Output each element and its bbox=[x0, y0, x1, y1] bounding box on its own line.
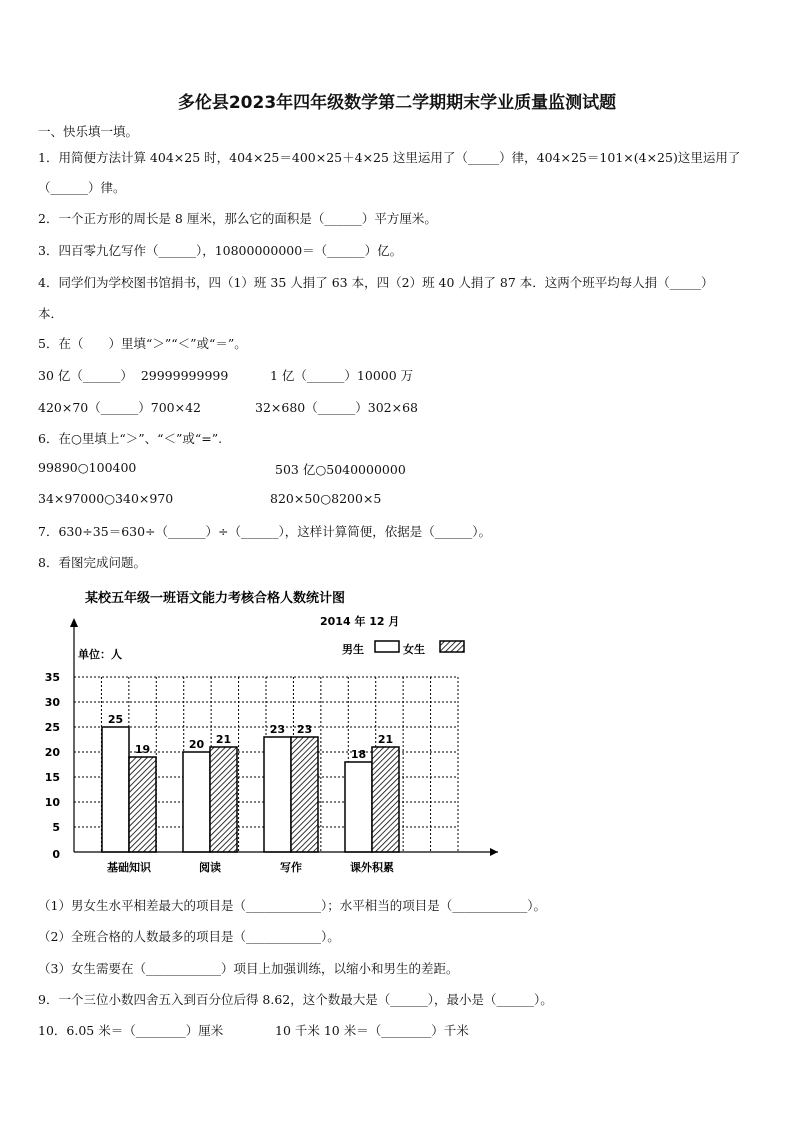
legend-male-swatch bbox=[375, 641, 399, 652]
y-tick-label: 10 bbox=[44, 796, 60, 809]
question-10-part-1: 10．6.05 米＝（________）厘米 bbox=[38, 1023, 224, 1038]
y-axis-arrow bbox=[70, 618, 78, 627]
question-8-sub-2: （2）全班合格的人数最多的项目是（____________）。 bbox=[38, 929, 340, 944]
bar-value-label: 20 bbox=[188, 738, 205, 751]
x-category-label: 写作 bbox=[280, 861, 302, 874]
y-tick-label: 5 bbox=[52, 821, 60, 834]
question-10-part-2: 10 千米 10 米＝（________）千米 bbox=[275, 1023, 469, 1038]
bar-female bbox=[129, 757, 156, 852]
question-1-cont: （______）律。 bbox=[38, 180, 126, 195]
bar-value-label: 19 bbox=[134, 743, 151, 756]
question-8-sub-3: （3）女生需要在（____________）项目上加强训练，以缩小和男生的差距。 bbox=[38, 961, 459, 976]
legend-male-label: 男生 bbox=[342, 643, 364, 656]
y-tick-label: 0 bbox=[52, 848, 60, 861]
bar-female bbox=[372, 747, 399, 852]
q5-item-1: 30 亿（______） 29999999999 bbox=[38, 368, 229, 383]
bar-female bbox=[291, 737, 318, 852]
q6-item-1: 99890○100400 bbox=[38, 460, 137, 475]
y-tick-label: 15 bbox=[44, 771, 60, 784]
bar-male bbox=[183, 752, 210, 852]
q6-item-3: 34×97000○340×970 bbox=[38, 491, 174, 506]
bar-male bbox=[345, 762, 372, 852]
bar-value-label: 23 bbox=[269, 723, 286, 736]
bar-value-label: 25 bbox=[107, 713, 124, 726]
question-9: 9．一个三位小数四舍五入到百分位后得 8.62，这个数最大是（______），最小是（______）。 bbox=[38, 992, 553, 1007]
question-6: 6．在○里填上“＞”、“＜”或“=”. bbox=[38, 431, 223, 446]
q5-item-3: 420×70（______）700×42 bbox=[38, 400, 201, 415]
q5-item-2: 1 亿（______）10000 万 bbox=[270, 368, 414, 383]
x-category-label: 基础知识 bbox=[107, 861, 151, 874]
bar-value-label: 18 bbox=[350, 748, 367, 761]
chart-date: 2014 年 12 月 bbox=[320, 615, 400, 628]
question-3: 3．四百零九亿写作（______），10800000000＝（______）亿。 bbox=[38, 243, 403, 258]
question-2: 2．一个正方形的周长是 8 厘米，那么它的面积是（______）平方厘米。 bbox=[38, 211, 437, 226]
q6-item-2: 503 亿○5040000000 bbox=[275, 462, 406, 477]
chart-unit: 单位：人 bbox=[78, 648, 122, 661]
question-1: 1．用简便方法计算 404×25 时，404×25＝400×25＋4×25 这里运用了（_____）律，404×25＝101×(4×25)这里运用了 bbox=[38, 150, 741, 165]
x-category-label: 课外积累 bbox=[350, 861, 394, 874]
bar-value-label: 21 bbox=[215, 733, 232, 746]
bar-male bbox=[264, 737, 291, 852]
q5-item-4: 32×680（______）302×68 bbox=[255, 400, 418, 415]
x-axis-arrow bbox=[490, 848, 498, 856]
y-tick-label: 20 bbox=[44, 746, 60, 759]
bar-value-label: 21 bbox=[377, 733, 394, 746]
x-category-label: 阅读 bbox=[199, 861, 221, 874]
legend-female-swatch bbox=[440, 641, 464, 652]
y-tick-label: 35 bbox=[44, 671, 60, 684]
q6-item-4: 820×50○8200×5 bbox=[270, 491, 382, 506]
bar-chart bbox=[30, 580, 530, 880]
question-8-sub-1: （1）男女生水平相差最大的项目是（____________）；水平相当的项目是（____________）。 bbox=[38, 898, 546, 913]
y-tick-label: 25 bbox=[44, 721, 60, 734]
question-7: 7．630÷35＝630÷（______）÷（______），这样计算简便，依据是（______）。 bbox=[38, 524, 491, 539]
question-5: 5．在（ ）里填“＞”“＜”或“＝”。 bbox=[38, 336, 247, 351]
question-4-cont: 本． bbox=[38, 306, 64, 321]
question-4: 4．同学们为学校图书馆捐书，四（1）班 35 人捐了 63 本，四（2）班 40 人捐了 87 本．这两个班平均每人捐（_____） bbox=[38, 275, 714, 290]
chart-title: 某校五年级一班语文能力考核合格人数统计图 bbox=[85, 591, 346, 606]
legend-female-label: 女生 bbox=[403, 643, 425, 656]
y-tick-label: 30 bbox=[44, 696, 60, 709]
section-heading: 一、快乐填一填。 bbox=[38, 124, 139, 139]
question-8: 8．看图完成问题。 bbox=[38, 555, 146, 570]
page-title: 多伦县2023年四年级数学第二学期期末学业质量监测试题 bbox=[177, 93, 617, 113]
bar-female bbox=[210, 747, 237, 852]
bar-value-label: 23 bbox=[296, 723, 313, 736]
bar-male bbox=[102, 727, 129, 852]
